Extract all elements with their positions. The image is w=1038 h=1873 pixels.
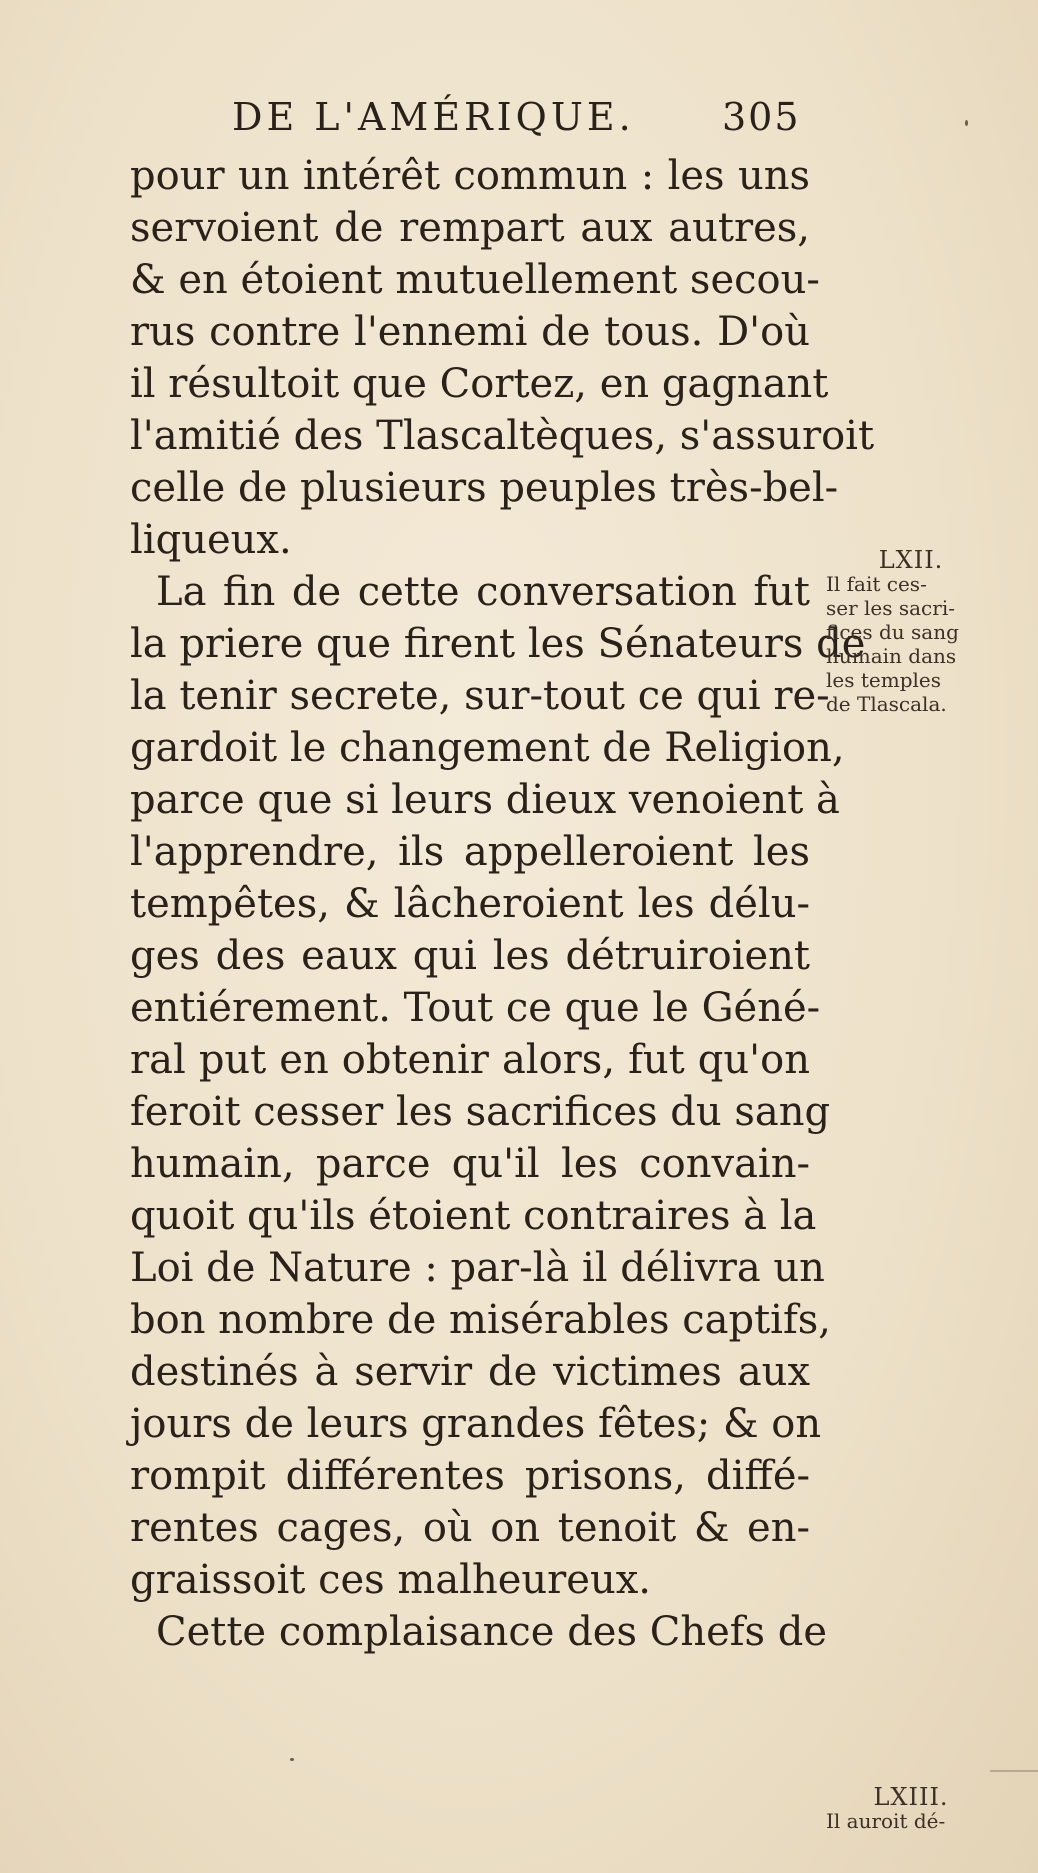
text-line: humain, parce qu'il les convain-	[130, 1141, 810, 1187]
paragraph-start-line: La fin de cette conversation fut	[156, 569, 810, 615]
text-line: destinés à servir de victimes aux	[130, 1349, 810, 1395]
text-line: entiérement. Tout ce que le Géné-	[130, 985, 821, 1031]
text-line: feroit cesser les sacrifices du sang	[130, 1089, 831, 1135]
text-line: ral put en obtenir alors, fut qu'on	[130, 1037, 810, 1083]
text-line: il résultoit que Cortez, en gagnant	[130, 361, 829, 407]
text-line: Loi de Nature : par-là il délivra un	[130, 1245, 825, 1291]
text-line: quoit qu'ils étoient contraires à la	[130, 1193, 817, 1239]
margin-note-line: humain dans	[826, 644, 957, 668]
text-line: la tenir secrete, sur-tout ce qui re-	[130, 673, 830, 719]
text-line: rentes cages, où on tenoit & en-	[130, 1505, 810, 1551]
margin-note-numeral: LXIII.	[873, 1783, 949, 1811]
text-line: ges des eaux qui les détruiroient	[130, 933, 810, 979]
text-line: jours de leurs grandes fêtes; & on	[130, 1401, 822, 1447]
text-line: la priere que firent les Sénateurs de	[130, 621, 866, 667]
text-line: & en étoient mutuellement secou-	[130, 257, 820, 303]
text-line: parce que si leurs dieux venoient à	[130, 777, 840, 823]
margin-note-line: ser les sacri-	[826, 596, 955, 620]
page-edge-rule	[990, 1770, 1038, 1772]
text-line: l'apprendre, ils appelleroient les	[130, 829, 810, 875]
running-header	[232, 95, 812, 155]
text-line: gardoit le changement de Religion,	[130, 725, 845, 771]
text-line: pour un intérêt commun : les uns	[130, 153, 810, 199]
margin-note-line: Il auroit dé-	[826, 1809, 946, 1833]
body-text	[130, 150, 875, 1658]
paper-speck	[290, 1758, 294, 1761]
text-line: servoient de rempart aux autres,	[130, 205, 810, 251]
page-number: 305	[722, 95, 801, 139]
text-line: bon nombre de misérables captifs,	[130, 1297, 832, 1343]
running-title: DE L'AMÉRIQUE.	[232, 95, 635, 139]
text-line: celle de plusieurs peuples très-bel-	[130, 465, 839, 511]
margin-note	[826, 1785, 996, 1833]
paper-speck	[965, 120, 968, 126]
text-line: graissoit ces malheureux.	[130, 1557, 651, 1603]
text-line: rus contre l'ennemi de tous. D'où	[130, 309, 810, 355]
margin-note-line: de Tlascala.	[826, 692, 947, 716]
text-line: tempêtes, & lâcheroient les délu-	[130, 881, 810, 927]
text-line: liqueux.	[130, 517, 292, 563]
paragraph-start-line: Cette complaisance des Chefs de	[156, 1609, 828, 1655]
margin-note	[826, 548, 996, 716]
margin-note-numeral: LXII.	[878, 546, 944, 574]
margin-note-line: les temples	[826, 668, 941, 692]
margin-note-line: fices du sang	[826, 620, 959, 644]
text-line: rompit différentes prisons, diffé-	[130, 1453, 810, 1499]
margin-note-line: Il fait ces-	[826, 572, 927, 596]
text-line: l'amitié des Tlascaltèques, s'assuroit	[130, 413, 875, 459]
